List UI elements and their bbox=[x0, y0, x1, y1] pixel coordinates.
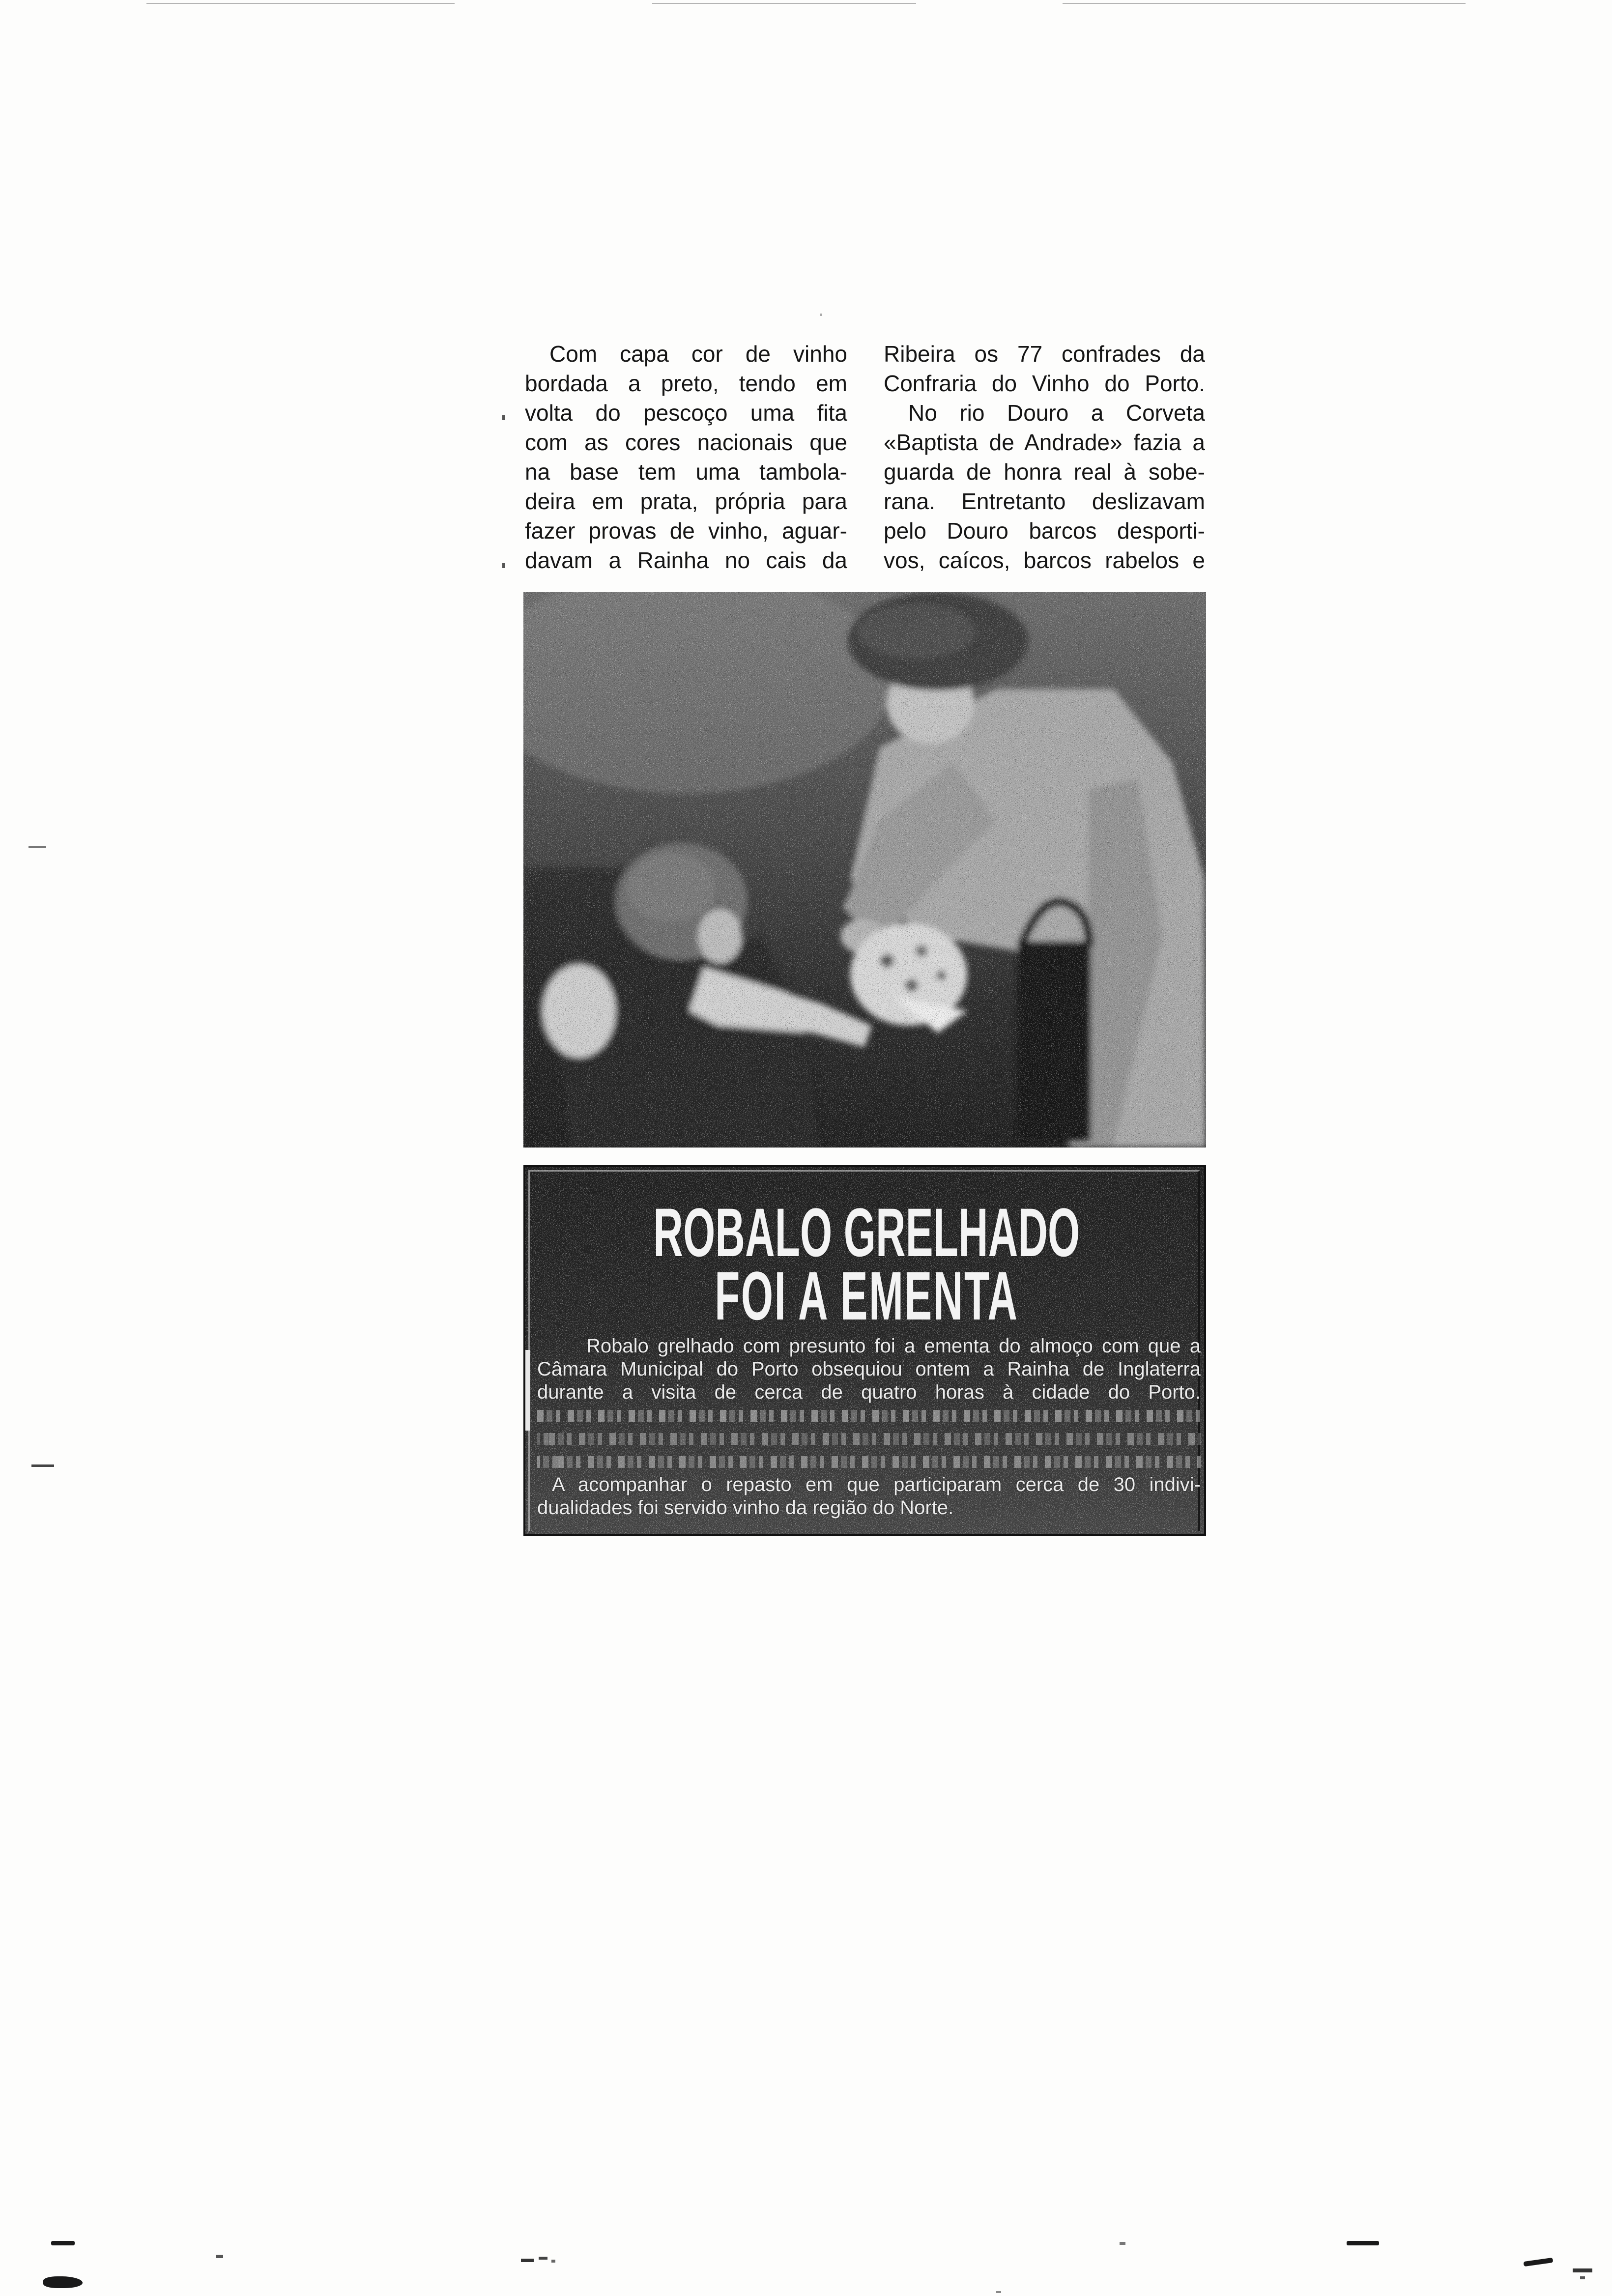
sidebar-headline-line-1 bbox=[427, 1194, 1306, 1271]
illegible-text-line bbox=[537, 1427, 1201, 1450]
scan-mark bbox=[31, 1464, 54, 1467]
sidebar-body-line: Câmara Municipal do Porto obsequiou ontem a Rainha de Inglaterra bbox=[537, 1358, 1201, 1380]
sidebar-headline-text: ROBALO GRELHADO bbox=[653, 1194, 1080, 1271]
sidebar-body-line: durante a visita de cerca de quatro horas à cidade do Porto. bbox=[537, 1381, 1201, 1403]
scan-mark bbox=[502, 415, 505, 420]
article-line: com as cores nacionais que bbox=[525, 430, 847, 455]
article-column-1 bbox=[525, 339, 847, 575]
article-line: bordada a preto, tendo em bbox=[525, 371, 847, 396]
scan-mark bbox=[539, 2257, 547, 2260]
illegible-text-line bbox=[537, 1450, 1201, 1473]
scan-mark bbox=[51, 2241, 75, 2245]
scan-mark bbox=[29, 846, 46, 848]
article-line: Ribeira os 77 confrades da bbox=[884, 341, 1205, 367]
article-column-2 bbox=[884, 339, 1205, 575]
news-photo-image bbox=[523, 592, 1206, 1148]
sidebar-headline-line-2 bbox=[427, 1257, 1306, 1334]
sidebar-body-line: dualidades foi servido vinho da região do Norte. bbox=[537, 1497, 954, 1519]
scan-mark bbox=[996, 2291, 1001, 2293]
article-line: fazer provas de vinho, aguar- bbox=[525, 518, 847, 544]
scan-mark bbox=[1347, 2241, 1379, 2245]
news-photo bbox=[523, 592, 1206, 1148]
scan-mark bbox=[1120, 2242, 1125, 2245]
scan-mark bbox=[1524, 2258, 1554, 2267]
article-line: guarda de honra real à sobe- bbox=[884, 459, 1205, 485]
article-line: volta do pescoço uma fita bbox=[525, 400, 847, 426]
article-line: rana. Entretanto deslizavam bbox=[884, 488, 1205, 514]
photo-grain-dark bbox=[523, 592, 1206, 1148]
sidebar-headline-text: FOI A EMENTA bbox=[715, 1257, 1019, 1334]
article-line: Com capa cor de vinho bbox=[549, 341, 847, 367]
scan-rule bbox=[652, 3, 916, 4]
scan-mark bbox=[1573, 2268, 1592, 2272]
article-line: pelo Douro barcos desporti- bbox=[884, 518, 1205, 544]
illegible-text-noise bbox=[537, 1433, 1201, 1445]
sidebar-body bbox=[537, 1335, 1201, 1520]
article-line: «Baptista de Andrade» fazia a bbox=[884, 430, 1205, 455]
illegible-text-noise bbox=[537, 1410, 1201, 1422]
illegible-text-noise bbox=[537, 1456, 1201, 1468]
article-line: vos, caícos, barcos rabelos e bbox=[884, 547, 1205, 573]
article-line: davam a Rainha no cais da bbox=[525, 547, 847, 573]
sidebar-box bbox=[523, 1165, 1206, 1536]
sidebar-body-line: Robalo grelhado com presunto foi a ementa do almoço com que a bbox=[586, 1335, 1201, 1357]
scan-rule bbox=[146, 3, 455, 4]
article-line: No rio Douro a Corveta bbox=[908, 400, 1205, 426]
article-line: Confraria do Vinho do Porto. bbox=[884, 371, 1205, 396]
scan-mark bbox=[43, 2276, 83, 2288]
sidebar-box-bracket bbox=[525, 1350, 530, 1431]
scan-mark bbox=[1580, 2276, 1585, 2279]
article-line: deira em prata, própria para bbox=[525, 488, 847, 514]
scan-mark bbox=[216, 2255, 223, 2258]
scan-mark bbox=[551, 2260, 555, 2263]
scan-mark bbox=[502, 563, 505, 568]
sidebar-body-line: A acompanhar o repasto em que participaram cerca de 30 indivi- bbox=[552, 1474, 1201, 1495]
article-line: na base tem uma tambola- bbox=[525, 459, 847, 485]
scan-rule bbox=[1063, 3, 1466, 4]
scan-mark bbox=[521, 2259, 534, 2262]
scan-mark bbox=[820, 314, 822, 316]
illegible-text-line bbox=[537, 1404, 1201, 1427]
